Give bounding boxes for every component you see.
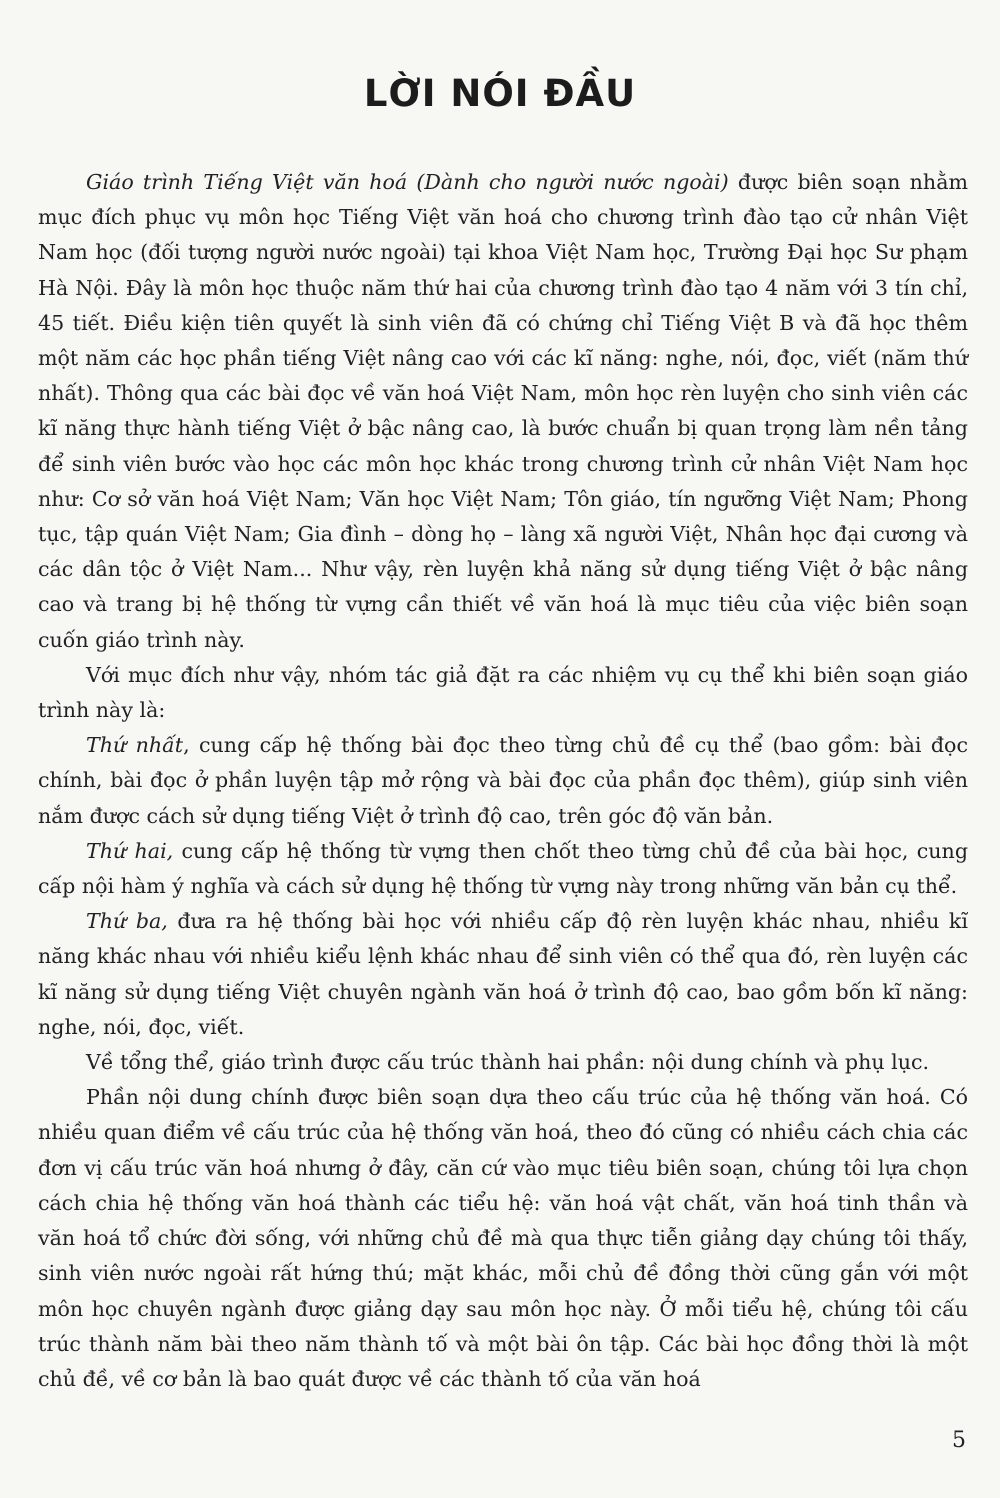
paragraph-text: được biên soạn nhằm mục đích phục vụ môn học Tiếng Việt văn hoá cho chương trình đào tạo cử nhân Việt Nam học (đối tượng người nước ngoài) tại khoa Việt Nam học, Trường Đại học Sư phạm Hà Nội. Đây là môn học thuộc năm thứ hai của chương trình đào tạo 4 năm với 3 tín chỉ, 45 tiết. Điều kiện tiên quyết là sinh viên đã có chứng chỉ Tiếng Việt B và đã học thêm một năm các học phần tiếng Việt nâng cao với các kĩ năng: nghe, nói, đọc, viết (năm thứ nhất). Thông qua các bài đọc về văn hoá Việt Nam, môn học rèn luyện cho sinh viên các kĩ năng thực hành tiếng Việt ở bậc nâng cao, là bước chuẩn bị quan trọng làm nền tảng để sinh viên bước vào học các môn học khác trong chương trình cử nhân Việt Nam học như: Cơ sở văn hoá Việt Nam; Văn học Việt Nam; Tôn giáo, tín ngưỡng Việt Nam; Phong tục, tập quán Việt Nam; Gia đình – dòng họ – làng xã người Việt, Nhân học đại cương và các dân tộc ở Việt Nam... Như vậy, rèn luyện khả năng sử dụng tiếng Việt ở bậc nâng cao và trang bị hệ thống từ vựng cần thiết về văn hoá là mục tiêu của việc biên soạn cuốn giáo trình này. [38, 170, 968, 652]
paragraph-text: đưa ra hệ thống bài học với nhiều cấp độ rèn luyện khác nhau, nhiều kĩ năng khác nhau với nhiều kiểu lệnh khác nhau để sinh viên có thể qua đó, rèn luyện các kĩ năng sử dụng tiếng Việt chuyên ngành văn hoá ở trình độ cao, bao gồm bốn kĩ năng: nghe, nói, đọc, viết. [38, 909, 968, 1039]
preface-body [38, 165, 968, 1397]
paragraph [38, 904, 968, 1045]
paragraph [38, 658, 968, 728]
paragraph [38, 1045, 968, 1080]
page-title: LỜI NÓI ĐẦU [363, 72, 637, 115]
paragraph-text: , cung cấp hệ thống bài đọc theo từng chủ đề cụ thể (bao gồm: bài đọc chính, bài đọc ở phần luyện tập mở rộng và bài đọc của phần đọc thêm), giúp sinh viên nắm được cách sử dụng tiếng Việt ở trình độ cao, trên góc độ văn bản. [38, 733, 968, 828]
paragraph [38, 834, 968, 904]
paragraph [38, 165, 968, 658]
italic-lead: Thứ ba, [86, 909, 168, 934]
italic-lead: Thứ nhất [86, 733, 184, 758]
italic-lead: Giáo trình Tiếng Việt văn hoá (Dành cho người nước ngoài) [86, 170, 729, 194]
paragraph [38, 728, 968, 834]
paragraph-text: cung cấp hệ thống từ vựng then chốt theo từng chủ đề của bài học, cung cấp nội hàm ý nghĩa và cách sử dụng hệ thống từ vựng này trong những văn bản cụ thể. [38, 838, 968, 899]
paragraph-text: Phần nội dung chính được biên soạn dựa theo cấu trúc của hệ thống văn hoá. Có nhiều quan điểm về cấu trúc của hệ thống văn hoá, theo đó cũng có nhiều cách chia các đơn vị cấu trúc văn hoá nhưng ở đây, căn cứ vào mục tiêu biên soạn, chúng tôi lựa chọn cách chia hệ thống văn hoá thành các tiểu hệ: văn hoá vật chất, văn hoá tinh thần và văn hoá tổ chức đời sống, với những chủ đề mà qua thực tiễn giảng dạy chúng tôi thấy, sinh viên nước ngoài rất hứng thú; mặt khác, mỗi chủ đề đồng thời cũng gắn với một môn học chuyên ngành được giảng dạy sau môn học này. Ở mỗi tiểu hệ, chúng tôi cấu trúc thành năm bài theo năm thành tố và một bài ôn tập. Các bài học đồng thời là một chủ đề, về cơ bản là bao quát được về các thành tố của văn hoá [38, 1085, 968, 1391]
italic-lead: Thứ hai, [86, 838, 174, 863]
paragraph-text: Với mục đích như vậy, nhóm tác giả đặt ra các nhiệm vụ cụ thể khi biên soạn giáo trình này là: [38, 662, 968, 723]
paragraph-text: Về tổng thể, giáo trình được cấu trúc thành hai phần: nội dung chính và phụ lục. [86, 1050, 930, 1075]
page-number: 5 [952, 1428, 966, 1453]
paragraph [38, 1080, 968, 1397]
